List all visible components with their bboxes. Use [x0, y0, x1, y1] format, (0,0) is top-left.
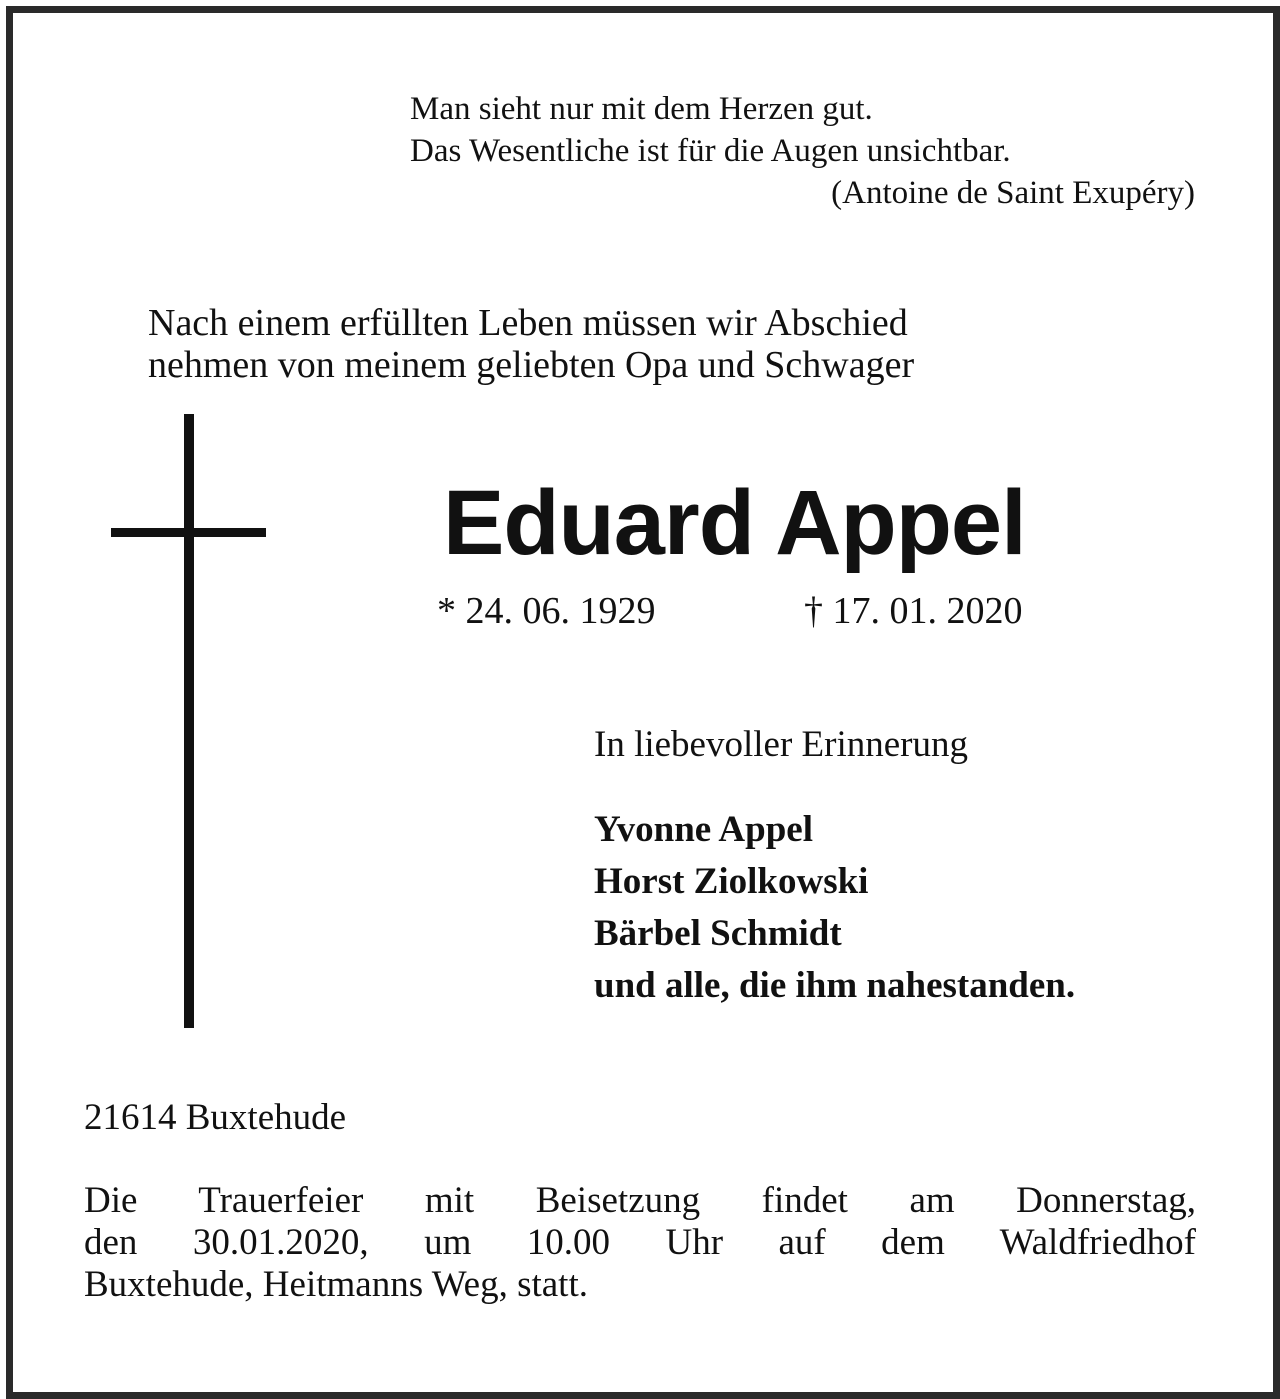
quote-author: (Antoine de Saint Exupéry)	[831, 175, 1195, 211]
deceased-name: Eduard Appel	[443, 472, 1026, 574]
death-date: † 17. 01. 2020	[804, 590, 1023, 632]
cross-horizontal-bar	[111, 528, 266, 537]
intro-line-2: nehmen von meinem geliebten Opa und Schwager	[148, 344, 915, 386]
intro-line-1: Nach einem erfüllten Leben müssen wir Abschied	[148, 302, 908, 344]
ceremony-line-3: Buxtehude, Heitmanns Weg, statt.	[84, 1264, 588, 1305]
ceremony-line-2: den 30.01.2020, um 10.00 Uhr auf dem Waldfriedhof	[84, 1222, 1196, 1263]
memory-text: In liebevoller Erinnerung	[594, 724, 968, 765]
quote-line-2: Das Wesentliche ist für die Augen unsichtbar.	[410, 133, 1011, 169]
signer-item: Bärbel Schmidt	[594, 913, 842, 954]
signer-item: Horst Ziolkowski	[594, 861, 869, 902]
signers-list	[594, 804, 1075, 1012]
quote-line-1: Man sieht nur mit dem Herzen gut.	[410, 91, 873, 127]
intro-text	[148, 302, 1148, 386]
ceremony-text	[84, 1180, 1196, 1306]
signer-item: Yvonne Appel	[594, 809, 813, 850]
birth-date: * 24. 06. 1929	[437, 590, 656, 632]
epigraph-quote	[410, 88, 1195, 214]
ceremony-line-1: Die Trauerfeier mit Beisetzung findet am Donnerstag,	[84, 1180, 1196, 1221]
location-text: 21614 Buxtehude	[84, 1097, 347, 1138]
signer-item: und alle, die ihm nahestanden.	[594, 965, 1076, 1006]
cross-vertical-bar	[184, 414, 194, 1028]
